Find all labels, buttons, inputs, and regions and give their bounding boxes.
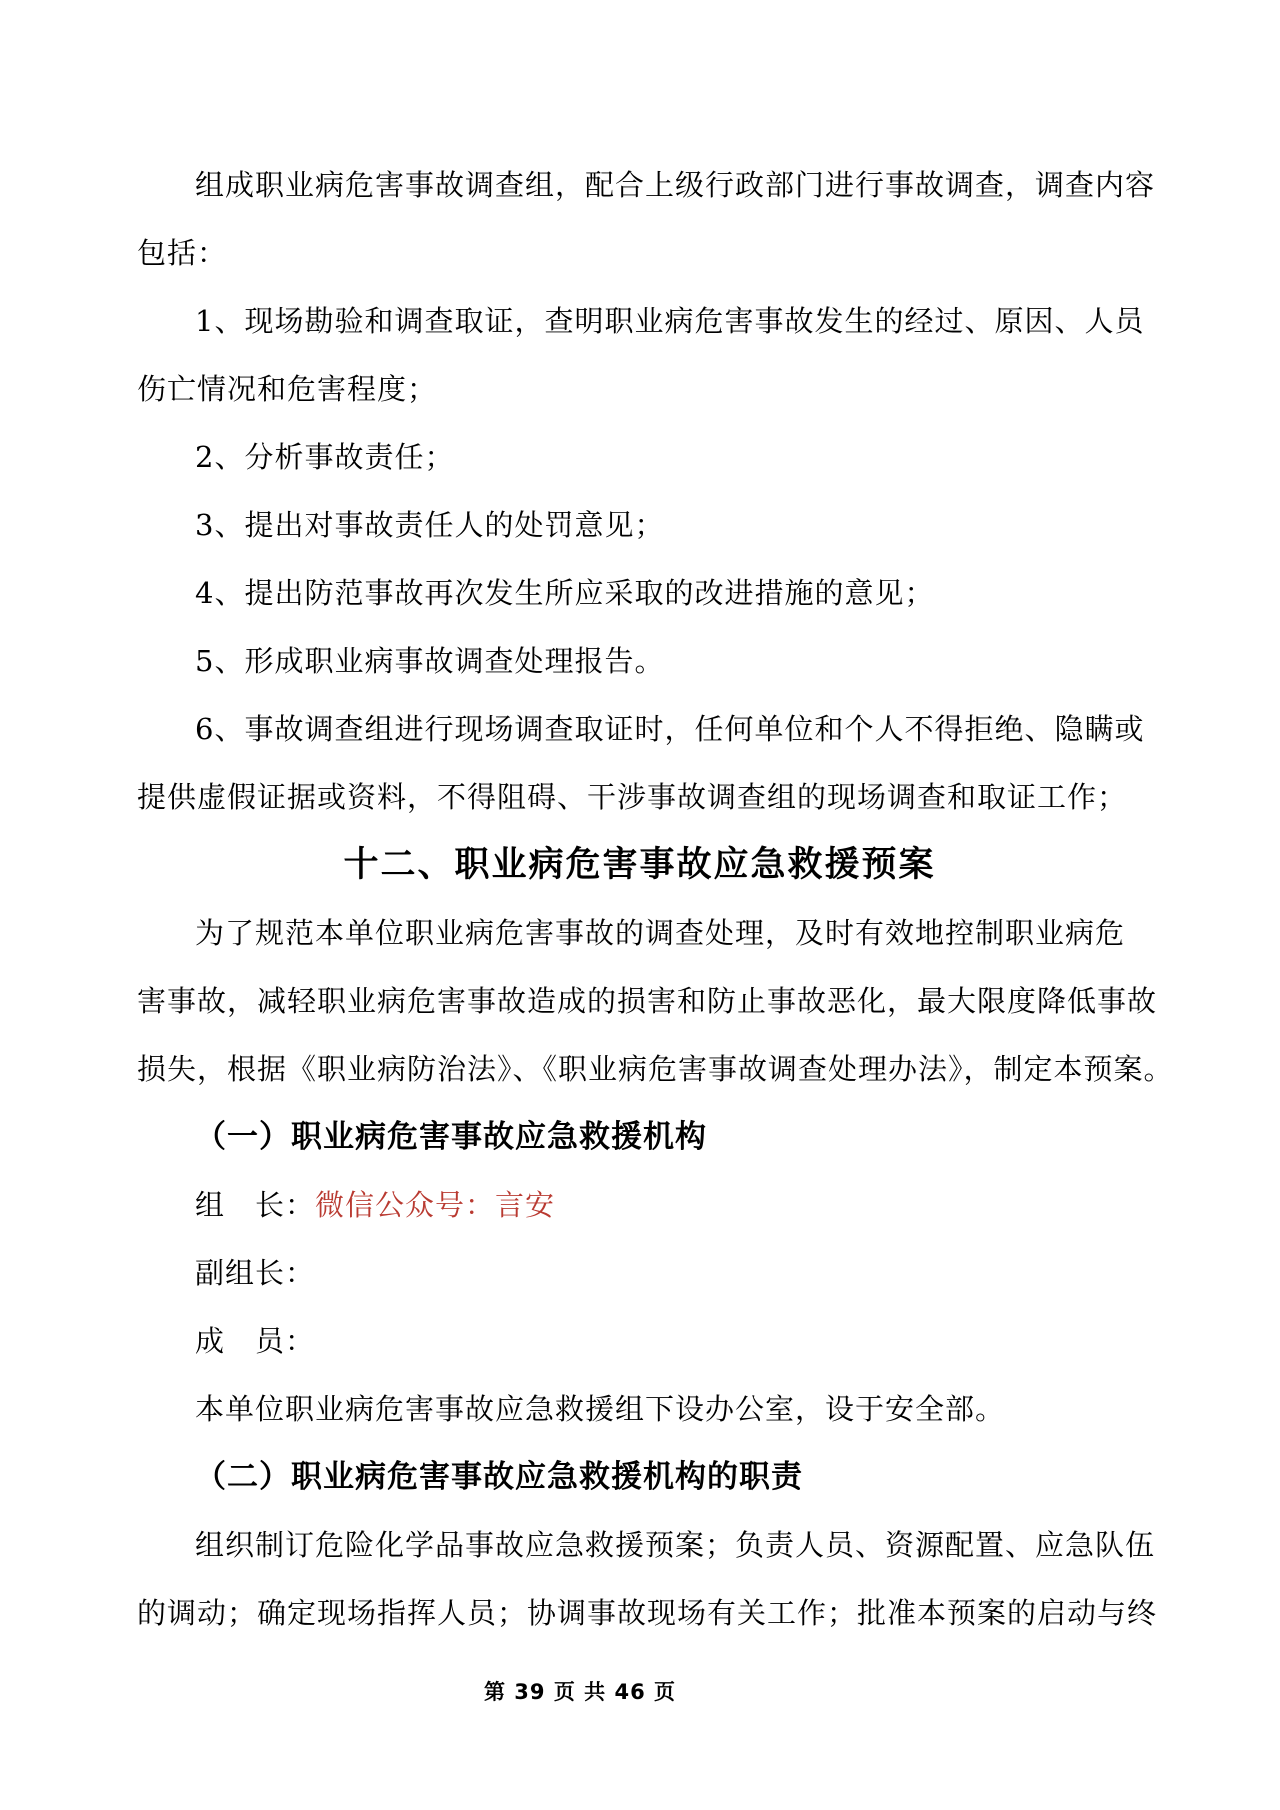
- list-item-6-cont: 提供虚假证据或资料，不得阻碍、干涉事故调查组的现场调查和取证工作；: [137, 780, 1128, 814]
- list-item-1-cont: 伤亡情况和危害程度；: [137, 372, 438, 406]
- duty-line: 的调动；确定现场指挥人员；协调事故现场有关工作；批准本预案的启动与终: [137, 1596, 1158, 1630]
- document-body: [137, 151, 1174, 1647]
- para-line: 组成职业病危害事故调查组，配合上级行政部门进行事故调查，调查内容: [195, 168, 1156, 202]
- plan-intro-line: 害事故，减轻职业病危害事故造成的损害和防止事故恶化，最大限度降低事故: [137, 984, 1158, 1018]
- para-line: 包括：: [137, 236, 228, 270]
- list-item-5: 5、形成职业病事故调查处理报告。: [195, 644, 665, 678]
- office-line: 本单位职业病危害事故应急救援组下设办公室，设于安全部。: [195, 1392, 1006, 1426]
- list-item-4: 4、提出防范事故再次发生所应采取的改进措施的意见；: [195, 576, 935, 610]
- section-heading: 十二、职业病危害事故应急救援预案: [343, 845, 936, 885]
- page-footer: 第 39 页 共 46 页: [483, 1680, 676, 1704]
- list-item-2: 2、分析事故责任；: [195, 440, 455, 474]
- list-item-3: 3、提出对事故责任人的处罚意见；: [195, 508, 665, 542]
- list-item-6: 6、事故调查组进行现场调查取证时，任何单位和个人不得拒绝、隐瞒或: [195, 712, 1145, 746]
- leader-label: 组 长：: [195, 1188, 316, 1222]
- deputy-leader-line: 副组长：: [195, 1256, 316, 1290]
- duty-line: 组织制订危险化学品事故应急救援预案；负责人员、资源配置、应急队伍: [195, 1528, 1156, 1562]
- sub-heading-2: （二）职业病危害事故应急救援机构的职责: [195, 1459, 803, 1495]
- sub-heading-1: （一）职业病危害事故应急救援机构: [195, 1119, 707, 1155]
- leader-line: [137, 1171, 1142, 1239]
- leader-value-red: 微信公众号：言安: [315, 1188, 556, 1222]
- list-item-1: 1、现场勘验和调查取证，查明职业病危害事故发生的经过、原因、人员: [195, 304, 1145, 338]
- members-line: 成 员：: [195, 1324, 316, 1358]
- plan-intro-line: 为了规范本单位职业病危害事故的调查处理，及时有效地控制职业病危: [195, 916, 1126, 950]
- plan-intro-line: 损失，根据《职业病防治法》、《职业病危害事故调查处理办法》，制定本预案。: [137, 1052, 1174, 1086]
